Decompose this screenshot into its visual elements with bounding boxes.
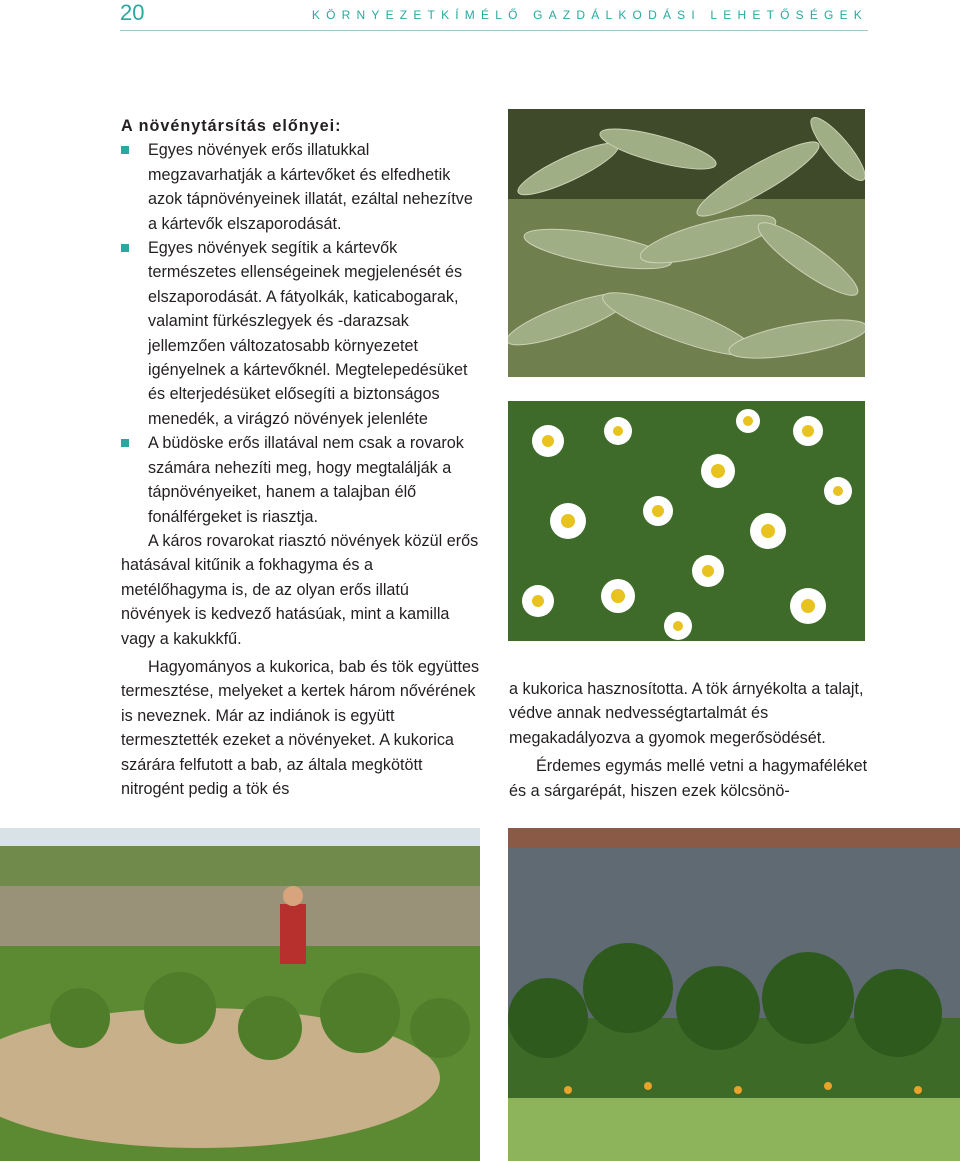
square-bullet-icon bbox=[121, 146, 129, 154]
chamomile-photo bbox=[508, 401, 865, 641]
left-text-column bbox=[121, 114, 481, 801]
list-item-text: Egyes növények erős illatukkal megzavarhatják a kártevőket és elfedhetik azok tápnövényeinek illatát, ezáltal nehezítve a kártevők elszaporodását. bbox=[148, 141, 473, 233]
running-title: KÖRNYEZETKÍMÉLŐ GAZDÁLKODÁSI LEHETŐSÉGEK bbox=[311, 8, 868, 22]
header-rule bbox=[120, 30, 868, 31]
body-paragraph: Hagyományos a kukorica, bab és tök együttes termesztése, melyeket a kertek három nővérének is neveznek. Már az indiánok is együtt termesztették ezeket a növényeket. A kukorica szárára felfutott a bab, az általa megkötött nitrogént pedig a tök és bbox=[121, 657, 480, 798]
right-text-column bbox=[509, 677, 869, 803]
body-paragraph: A káros rovarokat riasztó növények közül erős hatásával kitűnik a fokhagyma és a metélőhagyma is, de az olyan erős illatú növények is kedvező hatásúak, mint a kamilla vagy a kakukkfű. bbox=[121, 531, 479, 648]
page-number: 20 bbox=[120, 0, 145, 25]
list-item-text: Egyes növények segítik a kártevők természetes ellenségeinek megjelenését és elszaporodását. A fátyolkák, katicabogarak, valamint fürkészlegyek és -darazsak jellemzően változatosabb környezetet igényelnek a kártevőknél. Megtelepedésüket és elterjedésüket elősegíti a biztonságos menedék, a virágzó növények jelenléte bbox=[148, 239, 468, 428]
section-heading: A növénytársítás előnyei: bbox=[121, 117, 342, 135]
list-item bbox=[121, 138, 481, 236]
sage-photo bbox=[508, 109, 865, 377]
wall-garden-photo bbox=[508, 828, 960, 1161]
garden-mound-photo bbox=[0, 828, 480, 1161]
list-item-text: A büdöske erős illatával nem csak a rovarok számára nehezíti meg, hogy megtalálják a tápnövényeiket, hanem a talajban élő fonálférgeket is riasztja. bbox=[148, 434, 464, 526]
square-bullet-icon bbox=[121, 439, 129, 447]
list-item bbox=[121, 431, 481, 529]
benefits-list bbox=[121, 138, 481, 529]
body-paragraph: Érdemes egymás mellé vetni a hagymaféléket és a sárgarépát, hiszen ezek kölcsönö- bbox=[509, 757, 868, 800]
body-paragraph: a kukorica hasznosította. A tök árnyékolta a talajt, védve annak nedvességtartalmát és megakadályozva a gyomok megerősödését. bbox=[509, 680, 864, 747]
square-bullet-icon bbox=[121, 244, 129, 252]
list-item bbox=[121, 236, 481, 431]
